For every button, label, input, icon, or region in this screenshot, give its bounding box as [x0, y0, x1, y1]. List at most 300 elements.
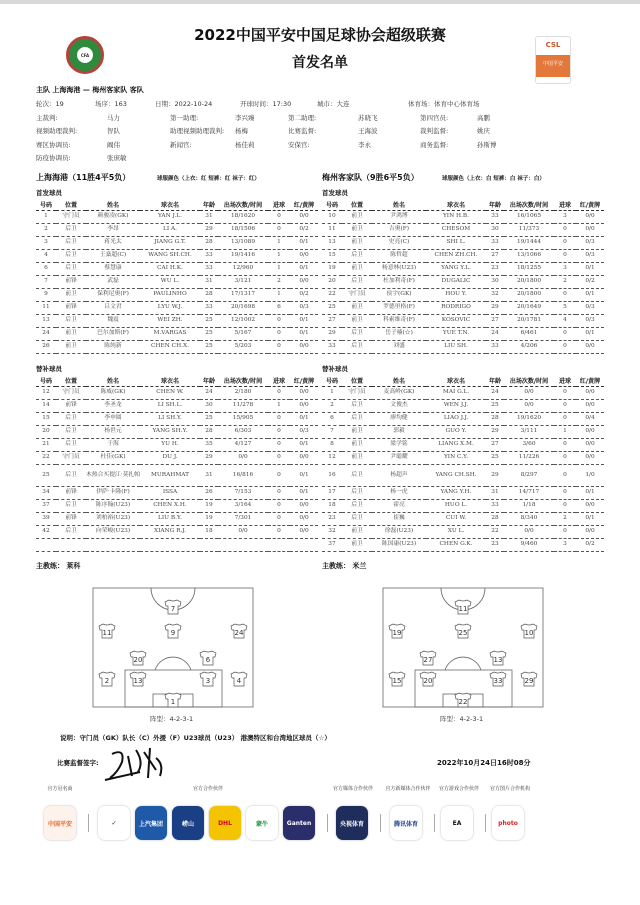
- age-cell: 27: [486, 438, 504, 451]
- official-name: 张庶敏: [107, 153, 127, 162]
- number-cell: 37: [322, 538, 342, 551]
- goals-cell: 1: [554, 425, 576, 438]
- goals-cell: 3: [554, 210, 576, 223]
- goals-cell: 0: [268, 386, 290, 399]
- cards-cell: 0/3: [576, 249, 604, 262]
- cards-cell: 0/0: [290, 210, 318, 223]
- position-cell: 守门员: [56, 386, 86, 399]
- shirt-name-cell: XIANG R.J.: [140, 525, 200, 538]
- jersey-number: 22: [458, 698, 468, 706]
- column-header: 进球: [268, 375, 290, 386]
- cards-cell: 0/0: [576, 223, 604, 236]
- age-cell: 33: [486, 499, 504, 512]
- name-cell: 陈国康(U23): [372, 538, 426, 551]
- home-team-name: 上海海港（11胜4平5负）: [36, 173, 131, 182]
- goals-cell: 1: [268, 288, 290, 301]
- player-row: [322, 538, 604, 551]
- name-cell: 颜骏凌(GK): [86, 210, 140, 223]
- age-cell: 32: [486, 288, 504, 301]
- jersey-number: 13: [493, 656, 503, 664]
- column-header: 红/黄牌: [290, 375, 318, 386]
- column-header: 红/黄牌: [576, 375, 604, 386]
- goals-cell: 6: [268, 301, 290, 314]
- shirt-name-cell: YANG SH.Y.: [140, 425, 200, 438]
- shirt-name-cell: LIU B.Y.: [140, 512, 200, 525]
- number-cell: 33: [322, 340, 342, 353]
- shirt-name-cell: MAI G.L.: [426, 386, 486, 399]
- name-cell: 蔡慧康: [86, 262, 140, 275]
- cards-cell: 0/1: [576, 288, 604, 301]
- position-cell: 守门员: [342, 288, 372, 301]
- match-date: 日期：2022-10-24: [155, 100, 213, 108]
- position-cell: 后卫: [56, 525, 86, 538]
- shirt-name-cell: LI SH.Y.: [140, 412, 200, 425]
- appearances-cell: 0/0: [218, 451, 268, 464]
- player-row: [36, 525, 318, 538]
- name-cell: 尹聪耀: [372, 451, 426, 464]
- goals-cell: 3: [554, 262, 576, 275]
- number-cell: 25: [322, 301, 342, 314]
- player-row: [36, 386, 318, 399]
- player-row: [36, 301, 318, 314]
- jersey-number: 15: [392, 677, 402, 685]
- csl-logo: CSL 中国平安: [535, 36, 571, 84]
- name-cell: 蒋光太: [86, 236, 140, 249]
- goals-cell: 0: [554, 288, 576, 301]
- appearances-cell: 3/60: [504, 438, 554, 451]
- official-role: 主裁判:: [36, 114, 58, 122]
- goals-cell: 0: [268, 210, 290, 223]
- goals-cell: 0: [268, 314, 290, 327]
- cards-cell: 0/0: [576, 438, 604, 451]
- player-row: [322, 451, 604, 464]
- away-starters-label: 首发球员: [322, 189, 348, 197]
- player-row: [322, 223, 604, 236]
- position-cell: 后卫: [56, 236, 86, 249]
- goals-cell: 4: [554, 314, 576, 327]
- official-role: 助理视频助理裁判:: [170, 127, 225, 136]
- home-subs-table: [36, 375, 318, 552]
- signature-label: 比赛监督签字:: [57, 759, 99, 767]
- number-cell: 26: [36, 340, 56, 353]
- position-cell: 后卫: [56, 425, 86, 438]
- cards-cell: 0/1: [290, 486, 318, 499]
- column-header: 位置: [56, 375, 86, 386]
- official-role: 赛区协调员:: [36, 140, 71, 149]
- appearances-cell: 0/0: [218, 525, 268, 538]
- appearances-cell: 18/1620: [218, 210, 268, 223]
- position-cell: 后卫: [342, 399, 372, 412]
- official-role: 比赛监督:: [288, 127, 317, 136]
- player-row: [322, 314, 604, 327]
- official-name: 阚伟: [107, 140, 120, 149]
- divider: [434, 814, 435, 832]
- position-cell: 前卫: [342, 223, 372, 236]
- official-role: 新闻官:: [170, 140, 192, 149]
- appearances-cell: 14/717: [504, 486, 554, 499]
- cards-cell: 0/0: [290, 525, 318, 538]
- goals-cell: 1: [268, 236, 290, 249]
- name-cell: 刘柏裕(U23): [86, 512, 140, 525]
- cards-cell: 0/1: [576, 327, 604, 340]
- cards-cell: 0/0: [290, 399, 318, 412]
- number-cell: 12: [36, 386, 56, 399]
- age-cell: 19: [200, 512, 218, 525]
- signed-timestamp: 2022年10月24日16时08分: [437, 759, 531, 767]
- age-cell: 33: [200, 262, 218, 275]
- column-header: 进球: [554, 199, 576, 210]
- away-subs-label: 替补球员: [322, 365, 348, 373]
- name-cell: [86, 538, 140, 551]
- name-cell: 吕文君: [86, 301, 140, 314]
- jersey-number: 20: [423, 677, 433, 685]
- divider: [380, 814, 381, 832]
- age-cell: 24: [200, 386, 218, 399]
- official-name: 王海波: [358, 127, 378, 136]
- name-cell: 侯宇(GK): [372, 288, 426, 301]
- cards-cell: 0/0: [576, 525, 604, 538]
- cards-cell: 0/1: [576, 486, 604, 499]
- away-formation: 阵型：4-2-3-1: [440, 715, 484, 723]
- age-cell: 29: [486, 301, 504, 314]
- penalty-arc: [155, 657, 191, 670]
- official-name: 姚庆: [477, 127, 490, 136]
- column-header: 姓名: [86, 199, 140, 210]
- player-jersey: [389, 624, 405, 638]
- player-row: [322, 399, 604, 412]
- official-name: 高鹏: [477, 114, 490, 122]
- jersey-number: 7: [170, 605, 176, 613]
- player-row: [36, 288, 318, 301]
- player-row: [36, 327, 318, 340]
- column-header: 进球: [554, 375, 576, 386]
- column-header: 姓名: [372, 199, 426, 210]
- cards-cell: 0/1: [576, 262, 604, 275]
- goals-cell: 0: [268, 438, 290, 451]
- age-cell: 31: [200, 464, 218, 486]
- number-cell: 13: [322, 236, 342, 249]
- appearances-cell: 20/1800: [504, 288, 554, 301]
- goals-cell: 1: [268, 262, 290, 275]
- age-cell: 23: [486, 538, 504, 551]
- column-header: 出场次数/时间: [504, 375, 554, 386]
- shirt-name-cell: PAULINHO: [140, 288, 200, 301]
- age-cell: 19: [200, 499, 218, 512]
- jersey-number: 27: [423, 656, 433, 664]
- player-row: [36, 249, 318, 262]
- number-cell: 21: [36, 438, 56, 451]
- shirt-name-cell: JIANG G.T.: [140, 236, 200, 249]
- name-cell: 杨意林(U23): [372, 262, 426, 275]
- position-cell: 后卫: [56, 438, 86, 451]
- home-subs-label: 替补球员: [36, 365, 62, 373]
- age-cell: 25: [486, 399, 504, 412]
- player-row: [322, 288, 604, 301]
- age-cell: 18: [200, 525, 218, 538]
- shirt-name-cell: WEN J.J.: [426, 399, 486, 412]
- player-row: [36, 499, 318, 512]
- appearances-cell: 8/340: [504, 512, 554, 525]
- goals-cell: 0: [554, 412, 576, 425]
- shirt-name-cell: YANG Y.H.: [426, 486, 486, 499]
- number-cell: 9: [36, 288, 56, 301]
- player-row: [36, 451, 318, 464]
- shirt-name-cell: CUI W.: [426, 512, 486, 525]
- position-cell: 前卫: [342, 425, 372, 438]
- shirt-name-cell: KOSOVIC: [426, 314, 486, 327]
- position-cell: 后卫: [342, 249, 372, 262]
- appearances-cell: 11/226: [504, 451, 554, 464]
- position-cell: 前卫: [342, 262, 372, 275]
- player-row: [36, 399, 318, 412]
- appearances-cell: 0/0: [504, 399, 554, 412]
- goals-cell: 0: [554, 327, 576, 340]
- goals-cell: 0: [268, 425, 290, 438]
- number-cell: 1: [322, 386, 342, 399]
- page-subtitle: 首发名单: [292, 55, 348, 71]
- age-cell: 35: [200, 438, 218, 451]
- player-jersey: [455, 624, 471, 638]
- appearances-cell: 16/1065: [504, 210, 554, 223]
- position-cell: 守门员: [56, 451, 86, 464]
- shirt-name-cell: XU L.: [426, 525, 486, 538]
- shirt-name-cell: LIU SH.: [426, 340, 486, 353]
- player-row: [36, 236, 318, 249]
- jersey-number: 1: [170, 698, 176, 706]
- position-cell: 后卫: [342, 340, 372, 353]
- goals-cell: 0: [554, 223, 576, 236]
- column-header: 球衣名: [140, 199, 200, 210]
- player-jersey: [455, 693, 471, 707]
- age-cell: [200, 538, 218, 551]
- appearances-cell: [218, 538, 268, 551]
- name-cell: 陈纯新: [86, 340, 140, 353]
- cards-cell: 0/2: [576, 538, 604, 551]
- column-header: 年龄: [486, 375, 504, 386]
- column-header: 出场次数/时间: [504, 199, 554, 210]
- appearances-cell: 19/1620: [504, 412, 554, 425]
- appearances-cell: 3/111: [504, 425, 554, 438]
- player-row: [322, 464, 604, 486]
- player-row: [36, 275, 318, 288]
- position-cell: 守门员: [342, 386, 372, 399]
- age-cell: 33: [486, 340, 504, 353]
- appearances-cell: 11/373: [504, 223, 554, 236]
- shirt-name-cell: DU J.: [140, 451, 200, 464]
- cards-cell: 0/0: [290, 340, 318, 353]
- shirt-name-cell: DUGALIC: [426, 275, 486, 288]
- position-cell: 前卫: [342, 314, 372, 327]
- player-row: [36, 538, 318, 551]
- player-jersey: [200, 672, 216, 686]
- cards-cell: 0/0: [290, 249, 318, 262]
- cards-cell: 0/0: [576, 386, 604, 399]
- number-cell: 1: [36, 210, 56, 223]
- position-cell: 前卫: [342, 451, 372, 464]
- position-cell: 后卫: [342, 486, 372, 499]
- official-role: 安保官:: [288, 140, 310, 149]
- goals-cell: 5: [554, 301, 576, 314]
- name-cell: 郭毅: [372, 425, 426, 438]
- name-cell: 罗德里格(F): [372, 301, 426, 314]
- position-cell: 前卫: [342, 236, 372, 249]
- official-role: 第四官员:: [420, 114, 449, 122]
- number-cell: 15: [322, 249, 342, 262]
- player-row: [322, 327, 604, 340]
- player-row: [322, 512, 604, 525]
- cards-cell: [290, 538, 318, 551]
- number-cell: 32: [322, 525, 342, 538]
- age-cell: 33: [486, 236, 504, 249]
- player-jersey: [389, 672, 405, 686]
- position-cell: 前锋: [56, 486, 86, 499]
- number-cell: 29: [322, 327, 342, 340]
- divider: [88, 814, 89, 832]
- shirt-name-cell: YU H.: [140, 438, 200, 451]
- column-header: 球衣名: [426, 375, 486, 386]
- shirt-name-cell: YANG CH.SH.: [426, 464, 486, 486]
- shirt-name-cell: LIAO J.J.: [426, 412, 486, 425]
- age-cell: 27: [486, 314, 504, 327]
- appearances-cell: 12/960: [218, 262, 268, 275]
- player-row: [322, 236, 604, 249]
- jersey-number: 33: [493, 677, 503, 685]
- appearances-cell: 4/206: [504, 340, 554, 353]
- player-jersey: [165, 600, 181, 614]
- shirt-name-cell: MURAHMAT: [140, 464, 200, 486]
- name-cell: 陈序翰(U23): [86, 499, 140, 512]
- age-cell: 30: [200, 399, 218, 412]
- cards-cell: 0/3: [576, 301, 604, 314]
- gaming-partner-label: 官方游戏合作伙伴: [438, 786, 479, 792]
- column-header: 号码: [36, 199, 56, 210]
- sponsor-logo: 崂山: [172, 806, 204, 840]
- goals-cell: 2: [554, 512, 576, 525]
- number-cell: 17: [322, 486, 342, 499]
- goals-cell: 1: [268, 399, 290, 412]
- goals-cell: 0: [554, 438, 576, 451]
- number-cell: 4: [36, 249, 56, 262]
- sponsor-logo: Ganten: [283, 806, 315, 840]
- name-cell: 崔巍: [372, 512, 426, 525]
- goals-cell: 0: [268, 525, 290, 538]
- name-cell: 杨超声: [372, 464, 426, 486]
- player-row: [36, 464, 318, 486]
- sponsor-logo: photo: [492, 806, 524, 840]
- cards-cell: 0/3: [576, 236, 604, 249]
- name-cell: 杨世元: [86, 425, 140, 438]
- official-name: 智队: [107, 127, 120, 136]
- shirt-name-cell: YIN C.Y.: [426, 451, 486, 464]
- home-starters-label: 首发球员: [36, 189, 62, 197]
- appearances-cell: 2/180: [218, 386, 268, 399]
- shirt-name-cell: CHEN ZH.CH.: [426, 249, 486, 262]
- name-cell: 杨一虎: [372, 486, 426, 499]
- jersey-number: 11: [458, 605, 468, 613]
- player-row: [36, 262, 318, 275]
- cards-cell: 0/0: [576, 340, 604, 353]
- name-cell: 徐磊(U23): [372, 525, 426, 538]
- home-starters-table: [36, 199, 318, 354]
- column-header: 出场次数/时间: [218, 199, 268, 210]
- player-row: [36, 412, 318, 425]
- number-cell: 18: [322, 499, 342, 512]
- position-cell: 前卫: [56, 327, 86, 340]
- media-partner-label: 官方媒体合作伙伴: [332, 786, 373, 792]
- player-row: [322, 386, 604, 399]
- shirt-name-cell: LIANG X.M.: [426, 438, 486, 451]
- column-header: 位置: [342, 199, 372, 210]
- appearances-cell: 11/278: [218, 399, 268, 412]
- goals-cell: 0: [268, 486, 290, 499]
- age-cell: 28: [200, 425, 218, 438]
- jersey-number: 24: [234, 629, 244, 637]
- cards-cell: 0/0: [576, 210, 604, 223]
- number-cell: 6: [36, 262, 56, 275]
- player-row: [36, 486, 318, 499]
- player-jersey: [99, 624, 115, 638]
- official-name: 苏晓飞: [358, 114, 378, 122]
- age-cell: 25: [200, 314, 218, 327]
- player-jersey: [231, 624, 247, 638]
- jersey-number: 10: [524, 629, 534, 637]
- jersey-number: 9: [170, 629, 176, 637]
- jersey-number: 25: [458, 629, 468, 637]
- goals-cell: 0: [554, 499, 576, 512]
- appearances-cell: 3/121: [218, 275, 268, 288]
- position-cell: 前锋: [56, 275, 86, 288]
- jersey-number: 19: [392, 629, 402, 637]
- appearances-cell: 16/816: [218, 464, 268, 486]
- goals-cell: 0: [554, 399, 576, 412]
- appearances-cell: 19/1444: [504, 236, 554, 249]
- number-cell: 8: [322, 438, 342, 451]
- player-row: [322, 425, 604, 438]
- stadium: 体育场：体育中心体育场: [408, 100, 480, 108]
- official-name: 杨梅: [235, 127, 248, 136]
- player-jersey: [420, 672, 436, 686]
- player-row: [322, 340, 604, 353]
- name-cell: 魏震: [86, 314, 140, 327]
- column-header: 球衣名: [140, 375, 200, 386]
- player-row: [322, 486, 604, 499]
- age-cell: 25: [200, 412, 218, 425]
- name-cell: 李圣龙: [86, 399, 140, 412]
- appearances-cell: 13/1066: [504, 249, 554, 262]
- away-subs-table: [322, 375, 604, 552]
- cards-cell: 0/0: [576, 399, 604, 412]
- appearances-cell: 4/127: [218, 438, 268, 451]
- supervisor-signature: [100, 742, 170, 784]
- position-cell: 后卫: [342, 275, 372, 288]
- goals-cell: 0: [268, 464, 290, 486]
- age-cell: 26: [200, 486, 218, 499]
- sponsor-logo: 上汽集团: [135, 806, 167, 840]
- away-team-name: 梅州客家队（9胜6平5负）: [322, 173, 419, 182]
- number-cell: 34: [36, 486, 56, 499]
- appearances-cell: 17/1317: [218, 288, 268, 301]
- goals-cell: [268, 538, 290, 551]
- goals-cell: 0: [268, 412, 290, 425]
- sponsor-logo: DHL: [209, 806, 241, 840]
- name-cell: 杜佳(GK): [86, 451, 140, 464]
- cards-cell: 0/1: [290, 314, 318, 327]
- column-header: 姓名: [86, 375, 140, 386]
- appearances-cell: 15/905: [218, 412, 268, 425]
- number-cell: 7: [322, 425, 342, 438]
- player-jersey: [165, 624, 181, 638]
- age-cell: 24: [486, 327, 504, 340]
